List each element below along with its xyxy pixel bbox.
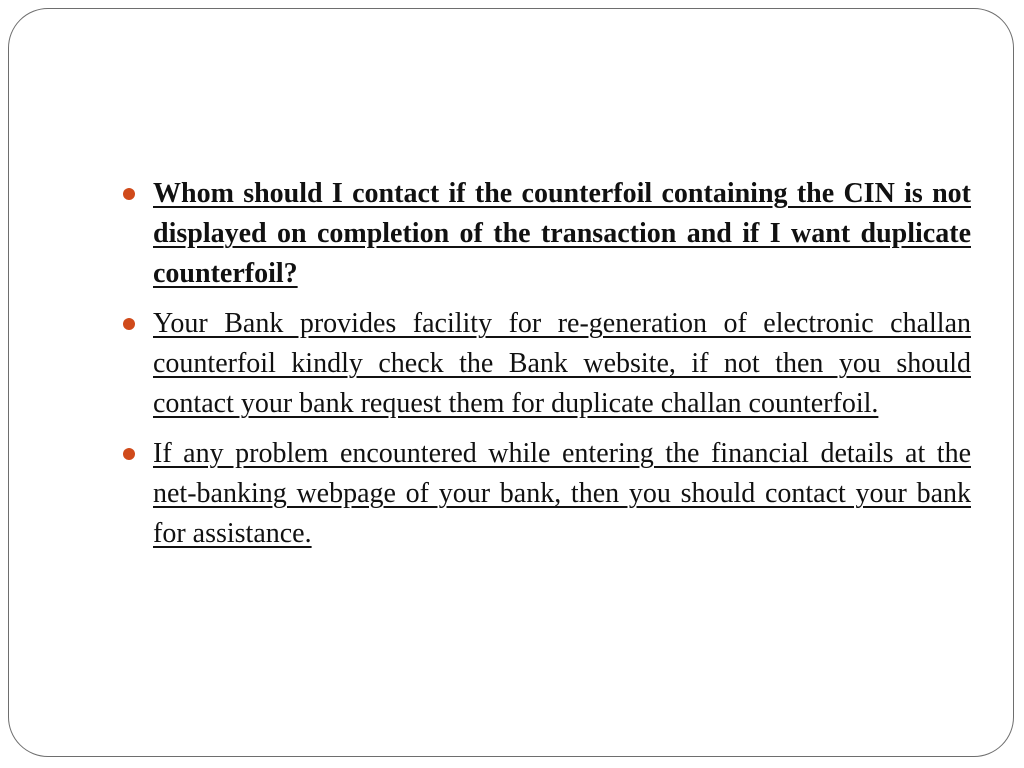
bullet-answer-regeneration <box>123 304 971 424</box>
slide-frame <box>8 8 1014 757</box>
bullet-dot-icon <box>123 188 135 200</box>
bullet-list <box>123 174 971 554</box>
question-text: Whom should I contact if the counterfoil containing the CIN is not displayed on completion of the transaction and if I want duplicate counterfoil? <box>153 178 971 289</box>
bullet-dot-icon <box>123 318 135 330</box>
bullet-question <box>123 174 971 294</box>
bullet-answer-netbanking <box>123 434 971 554</box>
slide-content <box>123 174 971 564</box>
bullet-dot-icon <box>123 448 135 460</box>
answer-netbanking-text: If any problem encountered while entering the financial details at the net-banking webpage of your bank, then you should contact your bank for assistance. <box>153 438 971 549</box>
answer-regeneration-text: Your Bank provides facility for re-generation of electronic challan counterfoil kindly check the Bank website, if not then you should contact your bank request them for duplicate challan counterfoil. <box>153 308 971 419</box>
